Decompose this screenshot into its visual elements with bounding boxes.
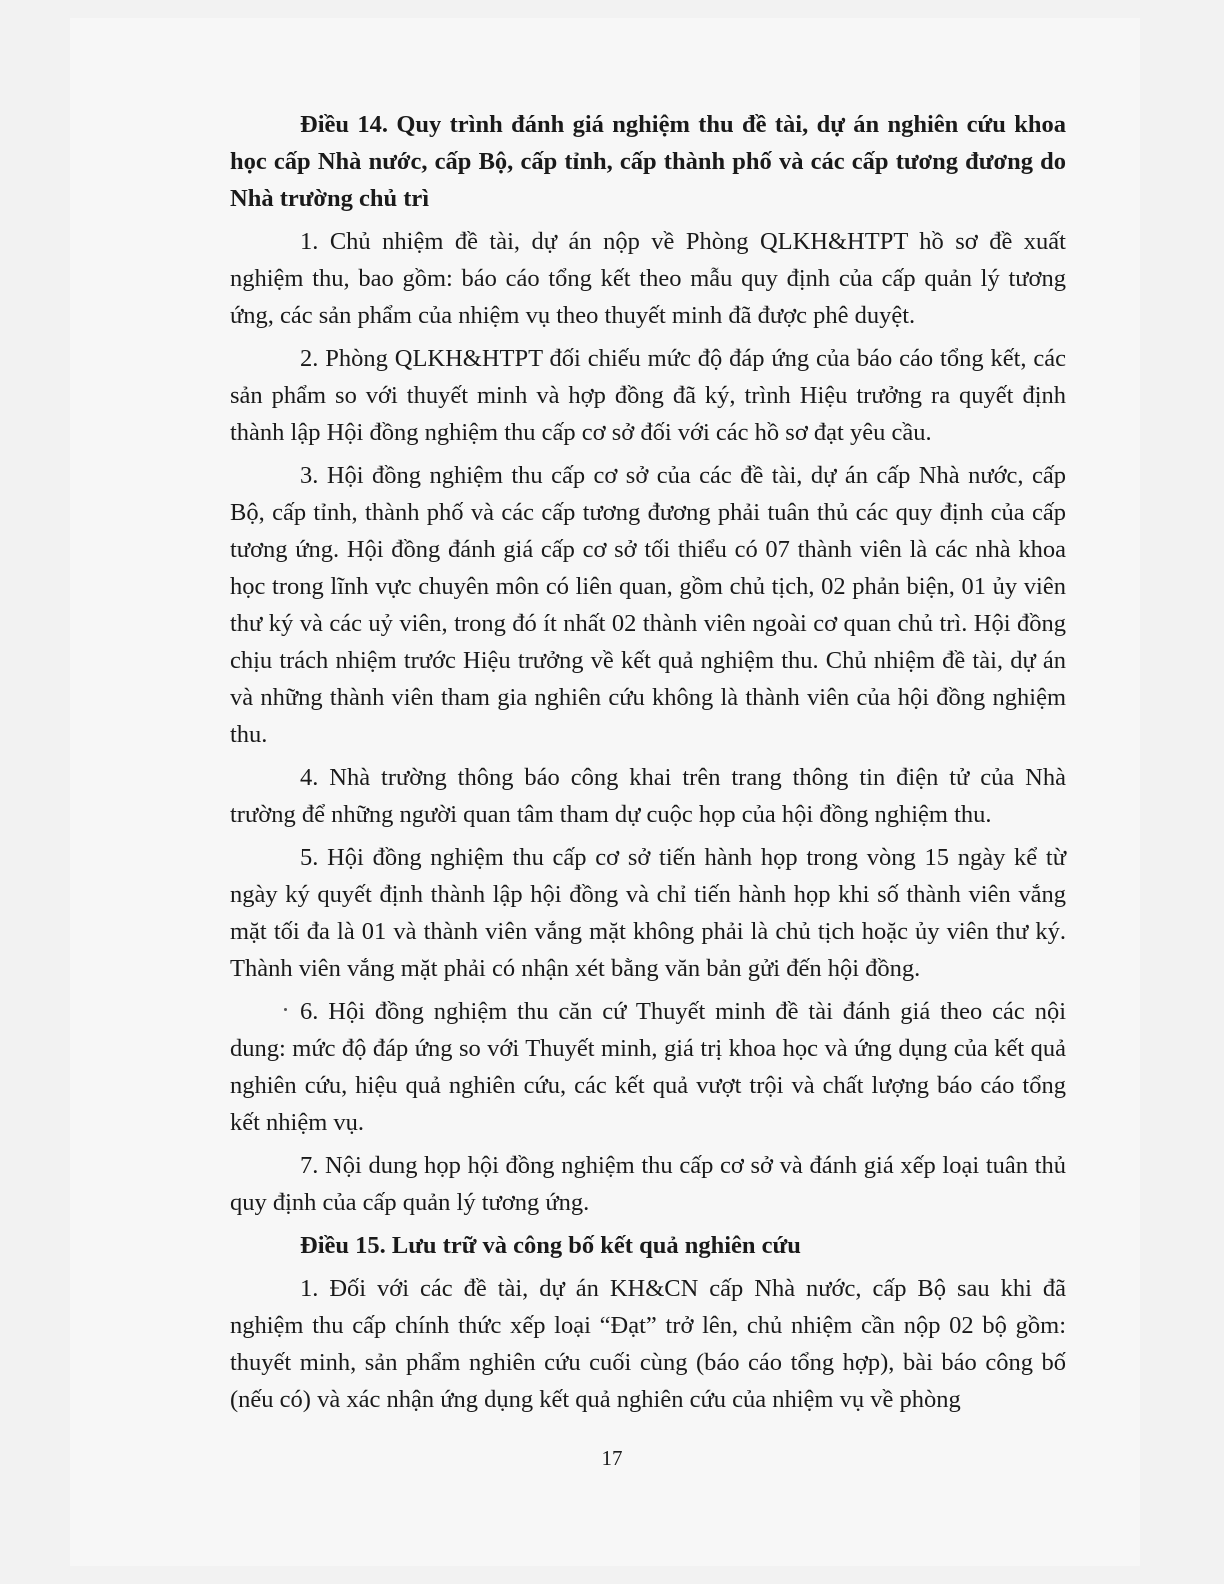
- article-15-heading: Điều 15. Lưu trữ và công bố kết quả nghiên cứu: [300, 1232, 801, 1259]
- page-number: 17: [601, 1446, 623, 1470]
- article-14-paragraph-7: 7. Nội dung họp hội đồng nghiệm thu cấp cơ sở và đánh giá xếp loại tuân thủ quy định của cấp quản lý tương ứng.: [230, 1152, 1066, 1216]
- article-14-paragraph-4: 4. Nhà trường thông báo công khai trên trang thông tin điện tử của Nhà trường để những người quan tâm tham dự cuộc họp của hội đồng nghiệm thu.: [230, 764, 1066, 828]
- article-14-heading: Điều 14. Quy trình đánh giá nghiệm thu đề tài, dự án nghiên cứu khoa học cấp Nhà nước, cấp Bộ, cấp tỉnh, cấp thành phố và các cấp tương đương do Nhà trường chủ trì: [230, 111, 1066, 212]
- article-15-paragraph-1: 1. Đối với các đề tài, dự án KH&CN cấp Nhà nước, cấp Bộ sau khi đã nghiệm thu cấp chính thức xếp loại “Đạt” trở lên, chủ nhiệm cần nộp 02 bộ gồm: thuyết minh, sản phẩm nghiên cứu cuối cùng (báo cáo tổng hợp), bài báo công bố (nếu có) và xác nhận ứng dụng kết quả nghiên cứu của nhiệm vụ về phòng: [230, 1275, 1066, 1413]
- document-body: [230, 106, 1066, 1424]
- article-14-paragraph-6: 6. Hội đồng nghiệm thu căn cứ Thuyết minh đề tài đánh giá theo các nội dung: mức độ đáp ứng so với Thuyết minh, giá trị khoa học và ứng dụng của kết quả nghiên cứu, hiệu quả nghiên cứu, các kết quả vượt trội và chất lượng báo cáo tổng kết nhiệm vụ.: [230, 998, 1066, 1136]
- article-14-paragraph-5: 5. Hội đồng nghiệm thu cấp cơ sở tiến hành họp trong vòng 15 ngày kể từ ngày ký quyết định thành lập hội đồng và chỉ tiến hành họp khi số thành viên vắng mặt tối đa là 01 và thành viên vắng mặt không phải là chủ tịch hoặc ủy viên thư ký. Thành viên vắng mặt phải có nhận xét bằng văn bản gửi đến hội đồng.: [230, 844, 1066, 982]
- article-14-paragraph-2: 2. Phòng QLKH&HTPT đối chiếu mức độ đáp ứng của báo cáo tổng kết, các sản phẩm so với thuyết minh và hợp đồng đã ký, trình Hiệu trưởng ra quyết định thành lập Hội đồng nghiệm thu cấp cơ sở đối với các hồ sơ đạt yêu cầu.: [230, 345, 1066, 446]
- article-14-paragraph-3: 3. Hội đồng nghiệm thu cấp cơ sở của các đề tài, dự án cấp Nhà nước, cấp Bộ, cấp tỉnh, thành phố và các cấp tương đương phải tuân thủ các quy định của cấp tương ứng. Hội đồng đánh giá cấp cơ sở tối thiểu có 07 thành viên là các nhà khoa học trong lĩnh vực chuyên môn có liên quan, gồm chủ tịch, 02 phản biện, 01 ủy viên thư ký và các uỷ viên, trong đó ít nhất 02 thành viên ngoài cơ quan chủ trì. Hội đồng chịu trách nhiệm trước Hiệu trưởng về kết quả nghiệm thu. Chủ nhiệm đề tài, dự án và những thành viên tham gia nghiên cứu không là thành viên của hội đồng nghiệm thu.: [230, 462, 1066, 748]
- article-14-paragraph-1: 1. Chủ nhiệm đề tài, dự án nộp về Phòng QLKH&HTPT hồ sơ đề xuất nghiệm thu, bao gồm: báo cáo tổng kết theo mẫu quy định của cấp quản lý tương ứng, các sản phẩm của nhiệm vụ theo thuyết minh đã được phê duyệt.: [230, 228, 1066, 329]
